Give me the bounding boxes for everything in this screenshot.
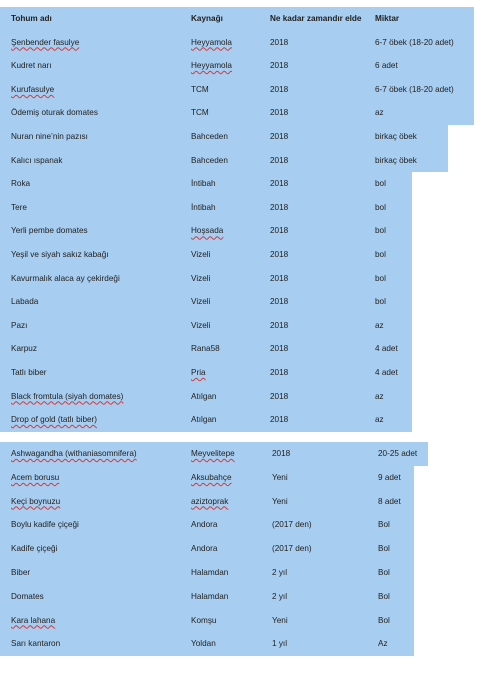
source-cell: Vizeli	[191, 320, 211, 330]
duration-cell: 2018	[270, 297, 289, 307]
seed-name-cell: Labada	[11, 297, 39, 307]
header-amount: Miktar	[375, 14, 400, 23]
amount-cell: bol	[375, 226, 386, 236]
amount-cell: bol	[375, 250, 386, 259]
header-seed-name: Tohum adı	[11, 14, 52, 23]
seed-name-cell: Domates	[11, 591, 44, 601]
seed-name-cell: Karpuz	[11, 344, 37, 354]
table-row	[0, 149, 489, 173]
duration-cell: Yeni	[272, 496, 288, 506]
table-row	[0, 337, 489, 361]
seed-name-cell: Sarı kantaron	[11, 639, 61, 649]
source-cell: Aksubahçe	[191, 472, 232, 482]
row-highlight	[0, 54, 474, 78]
amount-cell: 20-25 adet	[378, 449, 418, 458]
table-row	[0, 442, 489, 466]
seed-name-cell: Kudret narı	[11, 61, 52, 71]
source-cell: Heyyamola	[191, 61, 232, 71]
seed-name-cell: Şenbender fasulye	[11, 37, 80, 47]
amount-cell: bol	[375, 202, 386, 212]
duration-cell: (2017 den)	[272, 520, 312, 530]
duration-cell: 2018	[270, 368, 289, 377]
source-cell: Hoşsada	[191, 226, 224, 236]
table-row	[0, 54, 489, 78]
source-cell: Andora	[191, 544, 218, 554]
amount-cell: az	[375, 391, 384, 401]
source-cell: Vizeli	[191, 250, 211, 259]
seed-name-cell: Yeşil ve siyah sakız kabağı	[11, 250, 109, 259]
seed-name-cell: Keçi boynuzu	[11, 496, 61, 506]
duration-cell: 2018	[272, 449, 291, 458]
duration-cell: 2018	[270, 84, 289, 94]
amount-cell: birkaç öbek	[375, 132, 417, 141]
seed-name-cell: Acem borusu	[11, 472, 60, 482]
duration-cell: 1 yıl	[272, 639, 288, 649]
table-row	[0, 561, 489, 585]
duration-cell: 2018	[270, 37, 289, 47]
table-row	[0, 31, 489, 55]
duration-cell: Yeni	[272, 615, 288, 625]
source-cell: Komşu	[191, 615, 217, 625]
amount-cell: 6-7 öbek (18-20 adet)	[375, 37, 454, 47]
duration-cell: 2018	[270, 250, 289, 259]
table-row	[0, 609, 489, 633]
source-cell: Meyvelitepe	[191, 449, 235, 458]
duration-cell: 2018	[270, 320, 289, 330]
row-highlight	[0, 361, 412, 385]
source-cell: aziztoprak	[191, 496, 229, 506]
duration-cell: 2018	[270, 108, 289, 118]
table-row	[0, 537, 489, 561]
table-row	[0, 632, 489, 656]
source-cell: Bahceden	[191, 155, 228, 165]
table-row	[0, 385, 489, 409]
amount-cell: 4 adet	[375, 344, 398, 354]
amount-cell: 9 adet	[378, 472, 401, 482]
table-row	[0, 196, 489, 220]
header-duration: Ne kadar zamandır elde	[270, 14, 362, 23]
table-row	[0, 267, 489, 291]
seed-name-cell: Kavurmalık alaca ay çekirdeği	[11, 273, 120, 283]
amount-cell: bol	[375, 273, 386, 283]
duration-cell: 2018	[270, 273, 289, 283]
source-cell: Yoldan	[191, 639, 216, 649]
amount-cell: Bol	[378, 544, 390, 554]
duration-cell: (2017 den)	[272, 544, 312, 554]
seed-name-cell: Kara lahana	[11, 615, 56, 625]
seed-name-cell: Ashwagandha (withaniasomnifera)	[11, 449, 137, 458]
amount-cell: az	[375, 108, 384, 118]
source-cell: TCM	[191, 108, 209, 118]
seed-name-cell: Kalıcı ıspanak	[11, 155, 63, 165]
amount-cell: 6-7 öbek (18-20 adet)	[375, 84, 454, 94]
table-header-row	[0, 7, 489, 31]
seed-name-cell: Tatlı biber	[11, 368, 47, 377]
row-highlight	[0, 7, 474, 31]
table-row	[0, 408, 489, 432]
amount-cell: Bol	[378, 591, 390, 601]
seed-name-cell: Boylu kadife çiçeği	[11, 520, 79, 530]
seed-name-cell: Drop of gold (tatlı biber)	[11, 415, 98, 425]
amount-cell: 8 adet	[378, 496, 401, 506]
duration-cell: 2018	[270, 202, 289, 212]
duration-cell: 2018	[270, 226, 289, 236]
source-cell: Vizeli	[191, 297, 211, 307]
amount-cell: 6 adet	[375, 61, 398, 71]
duration-cell: 2018	[270, 415, 289, 425]
source-cell: İntibah	[191, 179, 216, 189]
source-cell: Pria	[191, 368, 206, 377]
duration-cell: 2018	[270, 391, 289, 401]
duration-cell: Yeni	[272, 472, 288, 482]
amount-cell: az	[375, 415, 384, 425]
table-row	[0, 490, 489, 514]
table-row	[0, 172, 489, 196]
amount-cell: Az	[378, 639, 388, 649]
source-cell: Bahceden	[191, 132, 228, 141]
duration-cell: 2018	[270, 155, 289, 165]
source-cell: Vizeli	[191, 273, 211, 283]
amount-cell: Bol	[378, 615, 390, 625]
amount-cell: az	[375, 320, 384, 330]
source-cell: İntibah	[191, 202, 216, 212]
seed-name-cell: Ödemiş oturak domates	[11, 108, 98, 118]
seed-name-cell: Nuran nine’nin pazısı	[11, 132, 88, 141]
duration-cell: 2018	[270, 179, 289, 189]
table-row	[0, 290, 489, 314]
table-row	[0, 314, 489, 338]
amount-cell: 4 adet	[375, 368, 398, 377]
seed-name-cell: Tere	[11, 202, 27, 212]
duration-cell: 2018	[270, 132, 289, 141]
seed-name-cell: Roka	[11, 179, 31, 189]
seed-name-cell: Pazı	[11, 320, 28, 330]
table-row	[0, 466, 489, 490]
table-row	[0, 585, 489, 609]
seed-name-cell: Kadife çiçeği	[11, 544, 58, 554]
source-cell: Heyyamola	[191, 37, 232, 47]
header-source: Kaynağı	[191, 14, 223, 23]
duration-cell: 2 yıl	[272, 568, 288, 577]
table-row	[0, 219, 489, 243]
table-row	[0, 78, 489, 102]
duration-cell: 2 yıl	[272, 591, 288, 601]
source-cell: Andora	[191, 520, 218, 530]
source-cell: Atılgan	[191, 415, 217, 425]
duration-cell: 2018	[270, 344, 289, 354]
duration-cell: 2018	[270, 61, 289, 71]
source-cell: TCM	[191, 84, 209, 94]
table-row	[0, 513, 489, 537]
amount-cell: Bol	[378, 568, 390, 577]
seed-name-cell: Black fromtula (siyah domates)	[11, 391, 124, 401]
table-row	[0, 125, 489, 149]
source-cell: Rana58	[191, 344, 220, 354]
amount-cell: birkaç öbek	[375, 155, 417, 165]
table-row	[0, 101, 489, 125]
seed-name-cell: Biber	[11, 568, 31, 577]
amount-cell: bol	[375, 297, 386, 307]
seed-name-cell: Yerli pembe domates	[11, 226, 88, 236]
source-cell: Atılgan	[191, 391, 217, 401]
table-row	[0, 243, 489, 267]
amount-cell: Bol	[378, 520, 390, 530]
seed-name-cell: Kurufasulye	[11, 84, 55, 94]
source-cell: Halamdan	[191, 568, 229, 577]
source-cell: Halamdan	[191, 591, 229, 601]
table-row	[0, 361, 489, 385]
amount-cell: bol	[375, 179, 386, 189]
